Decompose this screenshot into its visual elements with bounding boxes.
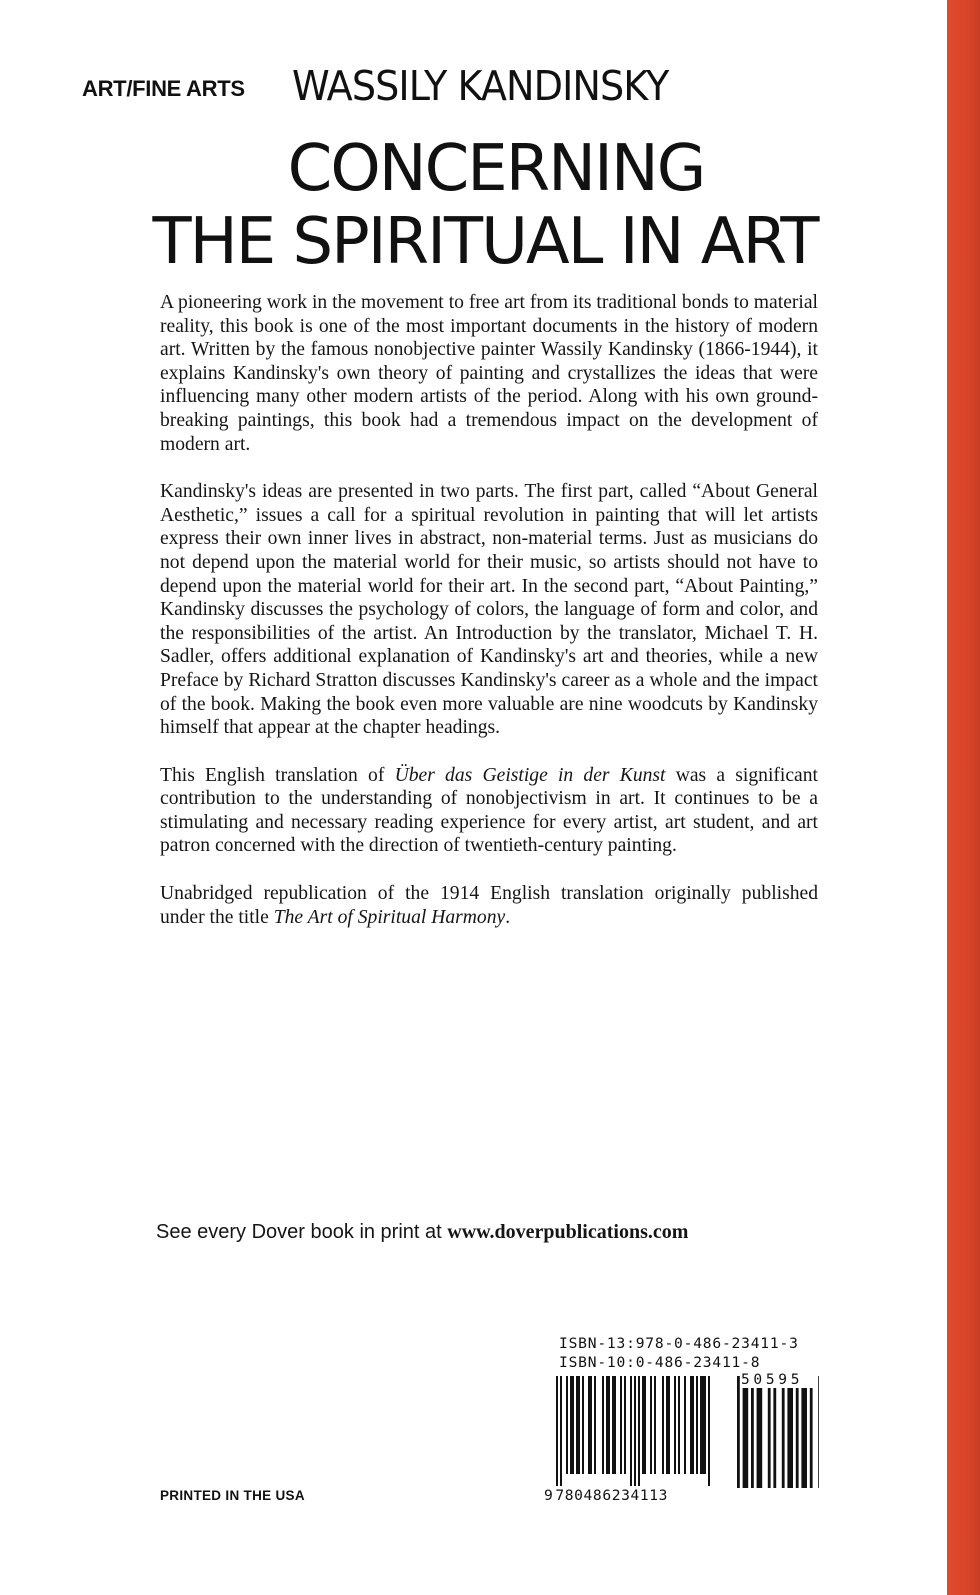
website-url: www.doverpublications.com [447, 1221, 689, 1243]
original-title: Über das Geistige in der Kunst [394, 764, 666, 786]
paragraph-3-text-b: was a significant contribution to the understanding of nonobjectivism in art. It continues to be a stimulating and necessary reading experience for every artist, art student, and art patron concerned with the direction of twentieth-century painting. [160, 764, 818, 857]
earlier-title: The Art of Spiritual Harmony [273, 906, 506, 928]
description-paragraph-2: Kandinsky's ideas are presented in two parts. The first part, called “About General Aesthetic,” issues a call for a spiritual revolution in painting that will let artists express their own inner lives in abstract, non-material terms. Just as musicians do not depend upon the material world for their music, so artists should not have to depend upon the material world for their art. In the second part, “About Painting,” Kandinsky discusses the psychology of colors, the language of form and color, and the responsibilities of the artist. An Introduction by the translator, Michael T. H. Sadler, offers additional explanation of Kandinsky's art and theories, while a new Preface by Richard Stratton discusses Kandinsky's career as a whole and the impact of the book. Making the book even more valuable are nine woodcuts by Kandinsky himself that appear at the chapter headings. [160, 481, 818, 739]
author-name: WASSILY KANDINSKY [292, 62, 669, 110]
description-paragraph-3 [160, 764, 818, 858]
book-title-line-1: CONCERNING [287, 132, 705, 206]
paragraph-3-text-a: This English translation of [160, 764, 395, 786]
barcode-addon-icon [737, 1376, 819, 1488]
description-paragraph-4 [160, 882, 818, 929]
isbn-10: ISBN-10:0-486-23411-8 [559, 1354, 761, 1371]
category-label: ART/FINE ARTS [82, 76, 245, 101]
paragraph-4-text-a: Unabridged republication of the 1914 English translation originally published under the title [160, 883, 818, 928]
website-line [156, 1221, 688, 1244]
description [160, 291, 818, 953]
barcode-icon [556, 1376, 736, 1488]
website-prefix: See every Dover book in print at [156, 1221, 448, 1243]
barcode-digits [544, 1487, 668, 1504]
isbn-13: ISBN-13:978-0-486-23411-3 [559, 1335, 799, 1352]
paragraph-4-text-b: . [505, 906, 511, 928]
book-title-line-2: THE SPIRITUAL IN ART [152, 205, 818, 279]
barcode-digit-first: 9 [544, 1487, 554, 1504]
printed-in-label: PRINTED IN THE USA [160, 1488, 305, 1503]
description-paragraph-1: A pioneering work in the movement to free art from its traditional bonds to material reality, this book is one of the most important documents in the history of modern art. Written by the famous nonobjective painter Wassily Kandinsky (1866-1944), it explains Kandinsky's own theory of painting and crystallizes the ideas that were influencing many other modern artists of the period. Along with his own ground-breaking paintings, this book had a tremendous impact on the development of modern art. [160, 292, 818, 455]
barcode-addon-digits: 50595 [741, 1372, 818, 1388]
barcode-digits-rest: 780486234113 [555, 1487, 669, 1504]
